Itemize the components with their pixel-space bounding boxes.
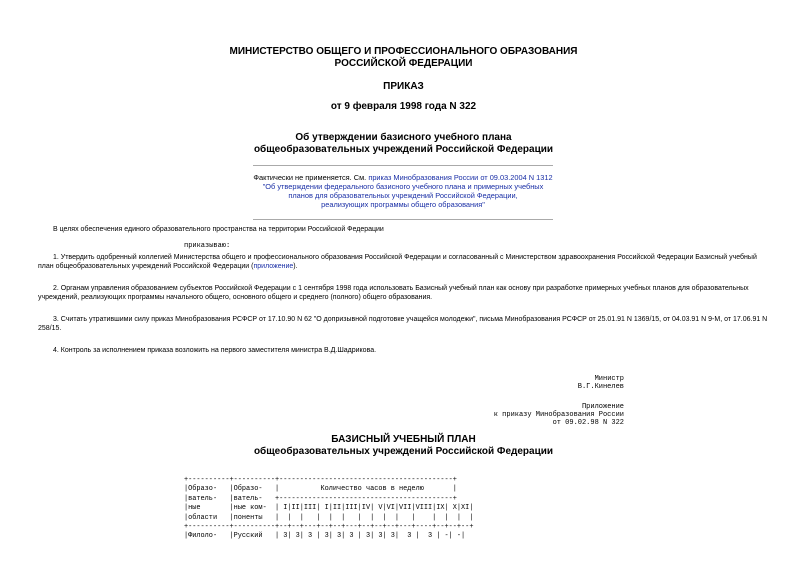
intro-paragraph: В целях обеспечения единого образовательного пространства на территории Российской Федерации [53,226,384,233]
note-top-divider [253,165,553,166]
note-prefix: Фактически не применяется. См. [253,173,367,182]
appendix-link[interactable]: приложение [253,263,294,270]
note-line-4[interactable]: реализующих программы общего образования" [321,200,485,209]
note-bottom-divider [253,219,553,220]
paragraph-2: 2. Органам управления образованием субъектов Российской Федерации с 1 сентября 1998 года использовать Базисный учебный план как основу при разработке примерных учебных планов для образовательных учреждений, реализующих программы начального общего, основного общего и среднего (полного) общего образования. [38,285,749,301]
note-line-1 [253,173,553,182]
doc-title-line-1: Об утверждении базисного учебного плана [295,132,512,143]
doc-title-line-2: общеобразовательных учреждений Российской Федерации [253,144,554,155]
ministry-line-2: РОССИЙСКОЙ ФЕДЕРАЦИИ [334,58,473,69]
paragraph-4: 4. Контроль за исполнением приказа возложить на первого заместителя министра В.Д.Шадрикова. [53,347,377,354]
plan-title-line-2: общеобразовательных учреждений Российской Федерации [253,446,554,457]
paragraph-3: 3. Считать утратившими силу приказ Минобразования РСФСР от 17.10.90 N 62 "О допризывной подготовке учащейся молодежи", письма Минобразования РСФСР от 25.01.91 N 1369/15, от 04.03.91 N 9-М, от 17.06.91 N 258/15. [38,316,768,332]
doc-date: от 9 февраля 1998 года N 322 [330,101,477,112]
paragraph-1-text: 1. Утвердить одобренный коллегией Министерства общего и профессионального образования Российской Федерации и согласованный с Министерством здравоохранения Российской Федерации Базисный учебный план общеобразовательных учреждений Российской Федерации ( [38,254,757,270]
order-word: приказываю: [184,242,231,250]
appendix-ref: к приказу Минобразования России [493,411,624,419]
appendix-label: Приложение [581,403,624,411]
appendix-date: от 09.02.98 N 322 [552,419,624,427]
note-line-2[interactable]: "Об утверждении федерального базисного учебного плана и примерных учебных [262,182,544,191]
signature-name: В.Г.Кинелев [577,383,624,391]
signature-position: Министр [594,375,624,383]
curriculum-table: +----------+----------+------------------------------------------+ |Образо- |Образо- | Количество часов в неделю | |ватель- |ватель- +------------------------------------------+ |ные |ные ком- | I|II|III| I|II|III|IV| V|VI|VII|VIII|IX| X|XI| |области |поненты | | | | | | | | | | | | | | | +----------+----------+--+--+---+--+--+---+--+--+--+---+----+--+--+--+ |Филоло- |Русский | 3| 3| 3 | 3| 3| 3 | 3| 3| 3| 3 | 3 | -| -| [184,476,474,541]
paragraph-1-end: ). [293,263,298,270]
note-order-link[interactable]: приказ Минобразования России от 09.03.2004 N 1312 [368,173,553,182]
doc-type: ПРИКАЗ [383,81,424,92]
ministry-line-1: МИНИСТЕРСТВО ОБЩЕГО И ПРОФЕССИОНАЛЬНОГО ОБРАЗОВАНИЯ [229,46,578,57]
paragraph-1 [38,253,773,271]
note-line-3[interactable]: планов для образовательных учреждений Российской Федерации, [288,191,518,200]
plan-title-line-1: БАЗИСНЫЙ УЧЕБНЫЙ ПЛАН [331,434,476,445]
